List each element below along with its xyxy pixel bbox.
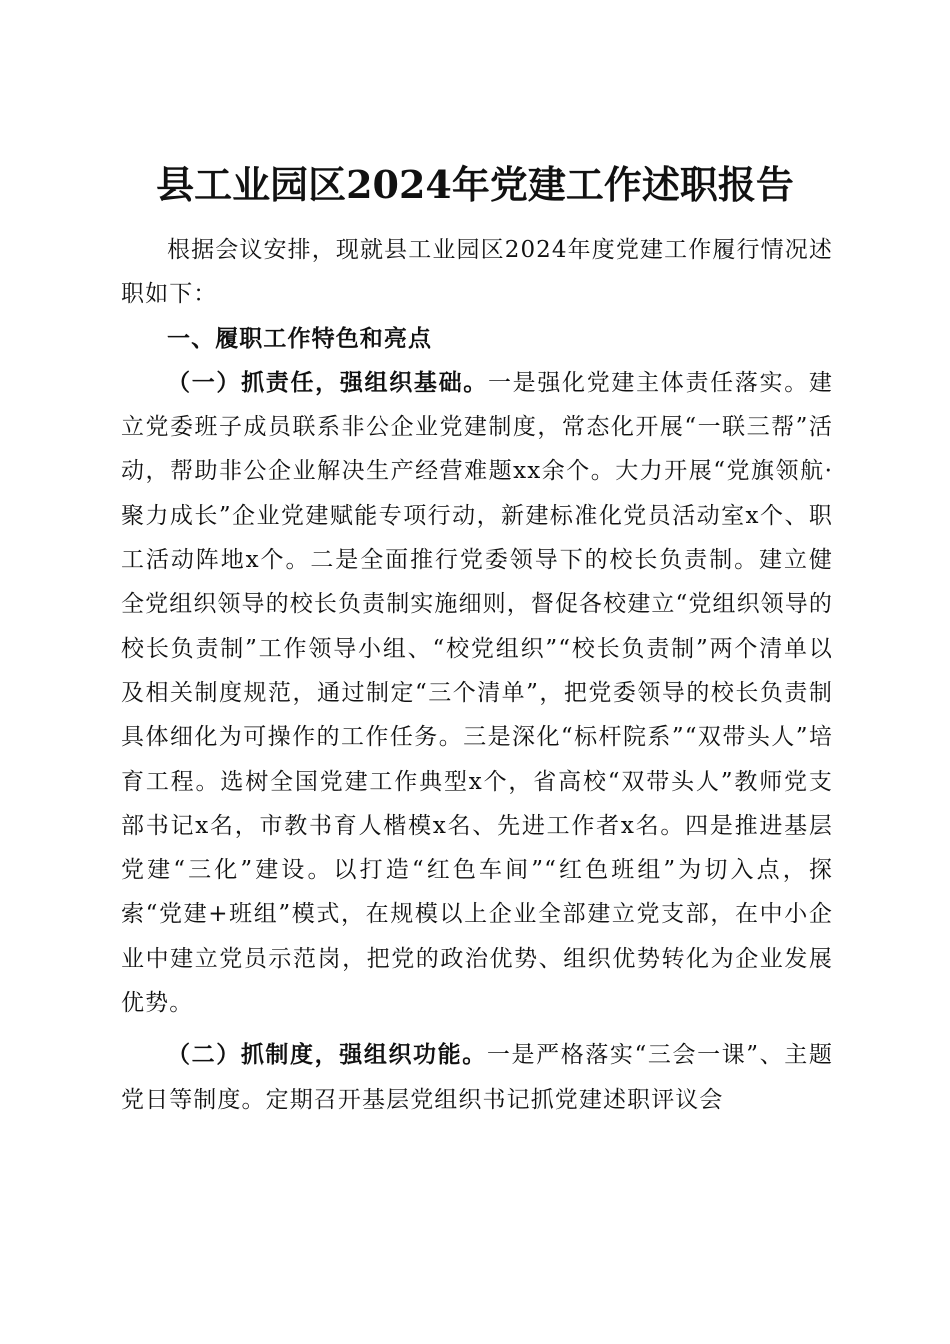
- paragraph-1: [121, 361, 833, 1025]
- paragraph-1-body: 一是强化党建主体责任落实。建立党委班子成员联系非公企业党建制度，常态化开展“一联三帮”活动，帮助非公企业解决生产经营难题xx余个。大力开展“党旗领航·聚力成长”企业党建赋能专项行动，新建标准化党员活动室x个、职工活动阵地x个。二是全面推行党委领导下的校长负责制。建立健全党组织领导的校长负责制实施细则，督促各校建立“党组织领导的校长负责制”工作领导小组、“校党组织”“校长负责制”两个清单以及相关制度规范，通过制定“三个清单”，把党委领导的校长负责制具体细化为可操作的工作任务。三是深化“标杆院系”“双带头人”培育工程。选树全国党建工作典型x个，省高校“双带头人”教师党支部书记x名，市教书育人楷模x名、先进工作者x名。四是推进基层党建“三化”建设。以打造“红色车间”“红色班组”为切入点，探索“党建+班组”模式，在规模以上企业全部建立党支部，在中小企业中建立党员示范岗，把党的政治优势、组织优势转化为企业发展优势。: [121, 369, 833, 1017]
- paragraph-2-lead: （二）抓制度，强组织功能。: [167, 1041, 487, 1069]
- section-heading-1: 一、履职工作特色和亮点: [167, 325, 433, 352]
- paragraph-2: [121, 1033, 833, 1122]
- paragraph-1-lead: （一）抓责任，强组织基础。: [167, 368, 488, 396]
- intro-paragraph: 根据会议安排，现就县工业园区2024年度党建工作履行情况述职如下：: [121, 237, 833, 308]
- document-title: 县工业园区2024年党建工作述职报告: [156, 162, 794, 208]
- document-body: [121, 228, 833, 1122]
- paragraph-2-body: 一是严格落实“三会一课”、主题党日等制度。定期召开基层党组织书记抓党建述职评议会: [121, 1042, 833, 1113]
